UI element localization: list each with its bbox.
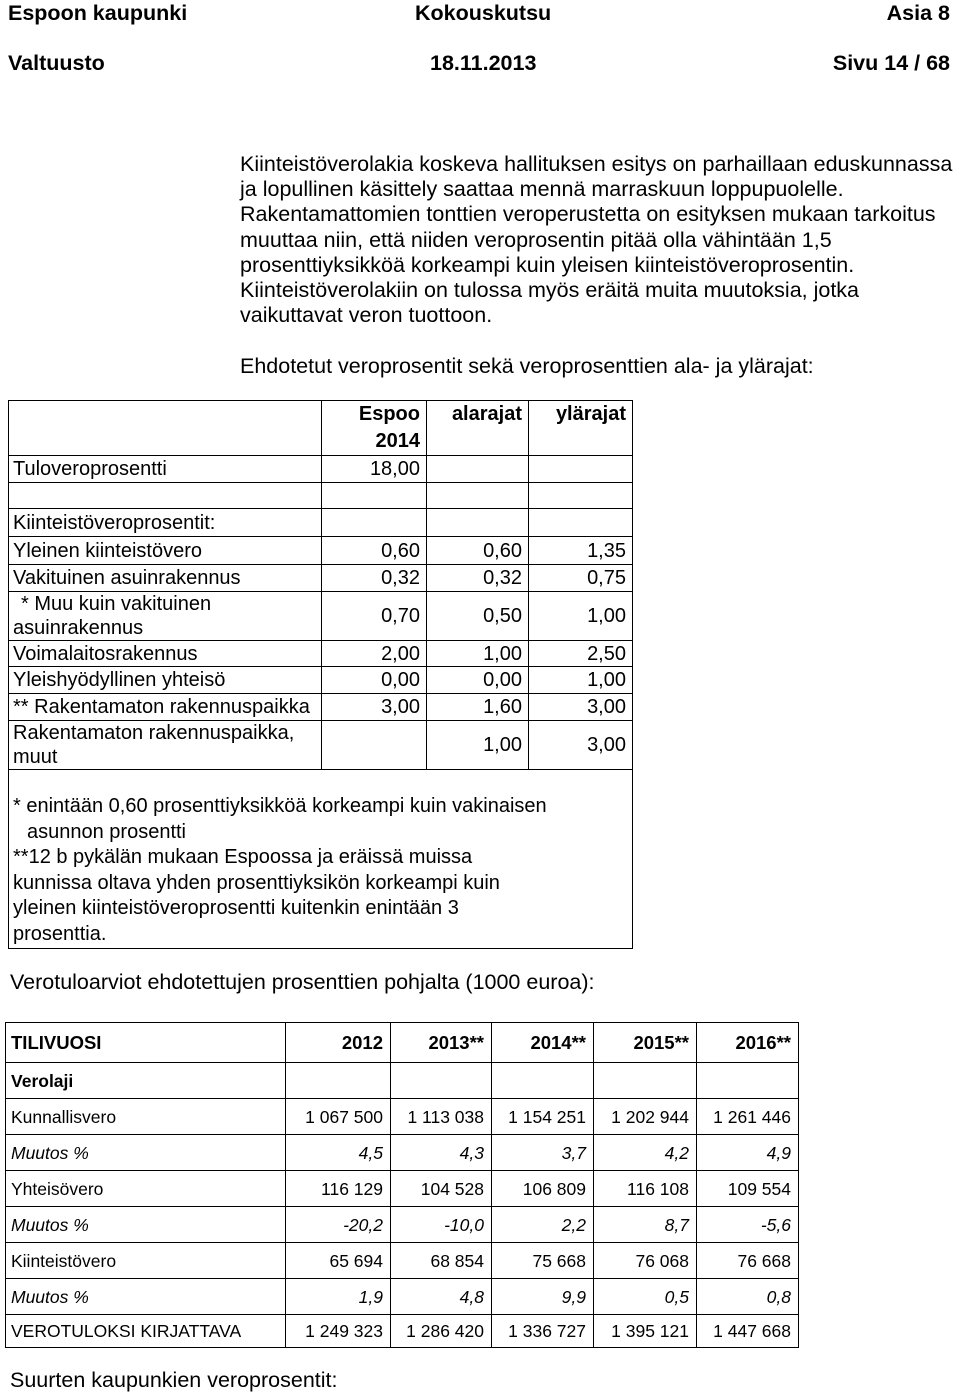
footnotes bbox=[9, 770, 633, 949]
revenue-row bbox=[6, 1243, 799, 1279]
revenue-change-row bbox=[6, 1279, 799, 1315]
rates-table-caption: Ehdotetut veroprosentit sekä veroprosenttien ala- ja ylärajat: bbox=[240, 354, 814, 378]
next-section-title: Suurten kaupunkien veroprosentit: bbox=[10, 1368, 338, 1392]
revenue-value: 65 694 bbox=[286, 1243, 391, 1279]
intro-line: Rakentamattomien tonttien veroperustetta on esityksen mukaan tarkoitus bbox=[240, 202, 936, 227]
empty-cell bbox=[697, 1063, 799, 1099]
council-body: Valtuusto bbox=[8, 51, 105, 75]
revenue-header-year: 2016** bbox=[697, 1023, 799, 1063]
revenue-row-label: Muutos % bbox=[6, 1279, 286, 1315]
income-tax-label: Tuloveroprosentti bbox=[9, 456, 322, 483]
rate-upper-limit: 0,75 bbox=[529, 565, 633, 592]
page-number: Sivu 14 / 68 bbox=[832, 51, 950, 75]
revenue-header-row bbox=[6, 1023, 799, 1063]
revenue-change-row bbox=[6, 1207, 799, 1243]
revenue-total-value: 1 286 420 bbox=[391, 1315, 492, 1348]
revenue-row-label: Kunnallisvero bbox=[6, 1099, 286, 1135]
rates-header-row bbox=[9, 401, 633, 456]
revenue-value: 1 202 944 bbox=[594, 1099, 697, 1135]
revenue-section-row bbox=[6, 1063, 799, 1099]
revenue-change-value: 9,9 bbox=[492, 1279, 594, 1315]
revenue-value: 75 668 bbox=[492, 1243, 594, 1279]
revenue-row-label: Kiinteistövero bbox=[6, 1243, 286, 1279]
rate-lower-limit: 0,50 bbox=[427, 592, 529, 641]
rates-header-upper-limit: ylärajat bbox=[529, 401, 633, 456]
empty-cell bbox=[322, 509, 427, 537]
revenue-change-value: 3,7 bbox=[492, 1135, 594, 1171]
empty-cell bbox=[529, 509, 633, 537]
revenue-change-value: 0,5 bbox=[594, 1279, 697, 1315]
revenue-row-label: VEROTULOKSI KIRJATTAVA bbox=[6, 1315, 286, 1348]
intro-line: Kiinteistöverolakiin on tulossa myös eräitä muita muutoksia, jotka bbox=[240, 278, 860, 303]
intro-line: prosenttiyksikköä korkeampi kuin yleisen kiinteistöveroprosentin. bbox=[240, 252, 855, 277]
rate-upper-limit: 3,00 bbox=[529, 694, 633, 721]
intro-line: vaikuttavat veron tuottoon. bbox=[240, 303, 493, 328]
meeting-date: 18.11.2013 bbox=[430, 51, 537, 75]
rates-header-espoo-label: Espoo bbox=[358, 403, 420, 425]
revenue-value: 109 554 bbox=[697, 1171, 799, 1207]
rate-espoo bbox=[322, 721, 427, 770]
rate-espoo: 0,70 bbox=[322, 592, 427, 641]
rate-row bbox=[9, 565, 633, 592]
rate-upper-limit: 1,00 bbox=[529, 592, 633, 641]
revenue-table-title: Verotuloarviot ehdotettujen prosenttien pohjalta (1000 euroa): bbox=[10, 970, 595, 994]
revenue-change-value: -10,0 bbox=[391, 1207, 492, 1243]
revenue-row bbox=[6, 1171, 799, 1207]
revenue-total-row bbox=[6, 1315, 799, 1348]
revenue-total-value: 1 336 727 bbox=[492, 1315, 594, 1348]
empty-cell bbox=[286, 1063, 391, 1099]
rate-row bbox=[9, 537, 633, 565]
rate-label: Vakituinen asuinrakennus bbox=[9, 565, 322, 592]
revenue-section-label: Verolaji bbox=[6, 1063, 286, 1099]
rate-lower-limit: 0,60 bbox=[427, 537, 529, 565]
revenue-header-year: 2014** bbox=[492, 1023, 594, 1063]
empty-cell bbox=[594, 1063, 697, 1099]
rate-lower-limit: 1,00 bbox=[427, 721, 529, 770]
rates-header-blank bbox=[9, 401, 322, 456]
rate-espoo: 2,00 bbox=[322, 641, 427, 667]
revenue-row-label: Muutos % bbox=[6, 1135, 286, 1171]
empty-cell bbox=[529, 483, 633, 509]
rate-label: * Muu kuin vakituinen asuinrakennus bbox=[9, 592, 322, 641]
tax-rates-table bbox=[8, 400, 633, 949]
rate-espoo: 0,32 bbox=[322, 565, 427, 592]
revenue-change-value: 4,2 bbox=[594, 1135, 697, 1171]
revenue-header-year: 2015** bbox=[594, 1023, 697, 1063]
rate-espoo: 3,00 bbox=[322, 694, 427, 721]
rate-upper-limit: 1,35 bbox=[529, 537, 633, 565]
revenue-value: 1 261 446 bbox=[697, 1099, 799, 1135]
footnote-line: **12 b pykälän mukaan Espoossa ja eräissä muissa bbox=[13, 846, 473, 869]
intro-paragraph bbox=[240, 152, 952, 328]
rate-label: ** Rakentamaton rakennuspaikka bbox=[9, 694, 322, 721]
empty-cell bbox=[492, 1063, 594, 1099]
footnote-line: yleinen kiinteistöveroprosentti kuitenkin enintään 3 bbox=[13, 897, 459, 920]
organization-name: Espoon kaupunki bbox=[8, 1, 188, 25]
intro-line: ja lopullinen käsittely saattaa mennä marraskuun loppupuolelle. bbox=[240, 177, 844, 202]
rate-upper-limit: 3,00 bbox=[529, 721, 633, 770]
rate-row bbox=[9, 667, 633, 694]
revenue-change-value: 4,5 bbox=[286, 1135, 391, 1171]
intro-line: Kiinteistöverolakia koskeva hallituksen esitys on parhaillaan eduskunnassa bbox=[240, 152, 953, 176]
rate-upper-limit: 2,50 bbox=[529, 641, 633, 667]
revenue-value: 1 067 500 bbox=[286, 1099, 391, 1135]
income-tax-upper-limit bbox=[529, 456, 633, 483]
revenue-total-value: 1 447 668 bbox=[697, 1315, 799, 1348]
revenue-change-value: 0,8 bbox=[697, 1279, 799, 1315]
revenue-row-label: Yhteisövero bbox=[6, 1171, 286, 1207]
rate-label: Yleishyödyllinen yhteisö bbox=[9, 667, 322, 694]
empty-cell bbox=[427, 483, 529, 509]
revenue-value: 68 854 bbox=[391, 1243, 492, 1279]
revenue-change-value: 2,2 bbox=[492, 1207, 594, 1243]
rate-row bbox=[9, 641, 633, 667]
income-tax-lower-limit bbox=[427, 456, 529, 483]
rate-row bbox=[9, 592, 633, 641]
revenue-value: 116 108 bbox=[594, 1171, 697, 1207]
document-type: Kokouskutsu bbox=[415, 1, 552, 25]
footnote-line: * enintään 0,60 prosenttiyksikköä korkeampi kuin vakinaisen bbox=[13, 795, 547, 817]
rate-lower-limit: 1,00 bbox=[427, 641, 529, 667]
revenue-row-label: Muutos % bbox=[6, 1207, 286, 1243]
empty-cell bbox=[9, 483, 322, 509]
empty-row bbox=[9, 483, 633, 509]
rate-row bbox=[9, 694, 633, 721]
rates-header-lower-limit: alarajat bbox=[427, 401, 529, 456]
revenue-value: 76 068 bbox=[594, 1243, 697, 1279]
rate-espoo: 0,00 bbox=[322, 667, 427, 694]
revenue-change-value: -20,2 bbox=[286, 1207, 391, 1243]
revenue-value: 106 809 bbox=[492, 1171, 594, 1207]
footnote-line: kunnissa oltava yhden prosenttiyksikön korkeampi kuin bbox=[13, 871, 500, 894]
revenue-change-value: 4,8 bbox=[391, 1279, 492, 1315]
revenue-value: 104 528 bbox=[391, 1171, 492, 1207]
agenda-item: Asia 8 bbox=[886, 1, 950, 25]
revenue-total-value: 1 249 323 bbox=[286, 1315, 391, 1348]
property-heading-row bbox=[9, 509, 633, 537]
revenue-header-label: TILIVUOSI bbox=[6, 1023, 286, 1063]
income-tax-row bbox=[9, 456, 633, 483]
revenue-header-year: 2012 bbox=[286, 1023, 391, 1063]
footnote-line: prosenttia. bbox=[13, 922, 107, 945]
revenue-row bbox=[6, 1099, 799, 1135]
intro-line: muuttaa niin, että niiden veroprosentin pitää olla vähintään 1,5 bbox=[240, 227, 832, 252]
rates-header-year: 2014 bbox=[375, 430, 420, 452]
revenue-change-value: 1,9 bbox=[286, 1279, 391, 1315]
rate-espoo: 0,60 bbox=[322, 537, 427, 565]
revenue-change-value: 8,7 bbox=[594, 1207, 697, 1243]
empty-cell bbox=[322, 483, 427, 509]
empty-cell bbox=[391, 1063, 492, 1099]
rates-header-espoo bbox=[322, 401, 427, 456]
revenue-change-value: 4,3 bbox=[391, 1135, 492, 1171]
revenue-value: 1 154 251 bbox=[492, 1099, 594, 1135]
revenue-change-row bbox=[6, 1135, 799, 1171]
rate-row bbox=[9, 721, 633, 770]
income-tax-espoo: 18,00 bbox=[322, 456, 427, 483]
revenue-change-value: -5,6 bbox=[697, 1207, 799, 1243]
footnote-line: asunnon prosentti bbox=[27, 820, 187, 843]
revenue-table bbox=[5, 1022, 799, 1348]
revenue-value: 76 668 bbox=[697, 1243, 799, 1279]
rate-lower-limit: 1,60 bbox=[427, 694, 529, 721]
rate-label: Rakentamaton rakennuspaikka, muut bbox=[9, 721, 322, 770]
revenue-change-value: 4,9 bbox=[697, 1135, 799, 1171]
rate-lower-limit: 0,00 bbox=[427, 667, 529, 694]
revenue-value: 1 113 038 bbox=[391, 1099, 492, 1135]
footnotes-row bbox=[9, 770, 633, 949]
revenue-value: 116 129 bbox=[286, 1171, 391, 1207]
revenue-header-year: 2013** bbox=[391, 1023, 492, 1063]
property-tax-heading: Kiinteistöveroprosentit: bbox=[9, 509, 322, 537]
empty-cell bbox=[427, 509, 529, 537]
rate-lower-limit: 0,32 bbox=[427, 565, 529, 592]
revenue-total-value: 1 395 121 bbox=[594, 1315, 697, 1348]
rate-label: Yleinen kiinteistövero bbox=[9, 537, 322, 565]
rate-label: Voimalaitosrakennus bbox=[9, 641, 322, 667]
rate-upper-limit: 1,00 bbox=[529, 667, 633, 694]
